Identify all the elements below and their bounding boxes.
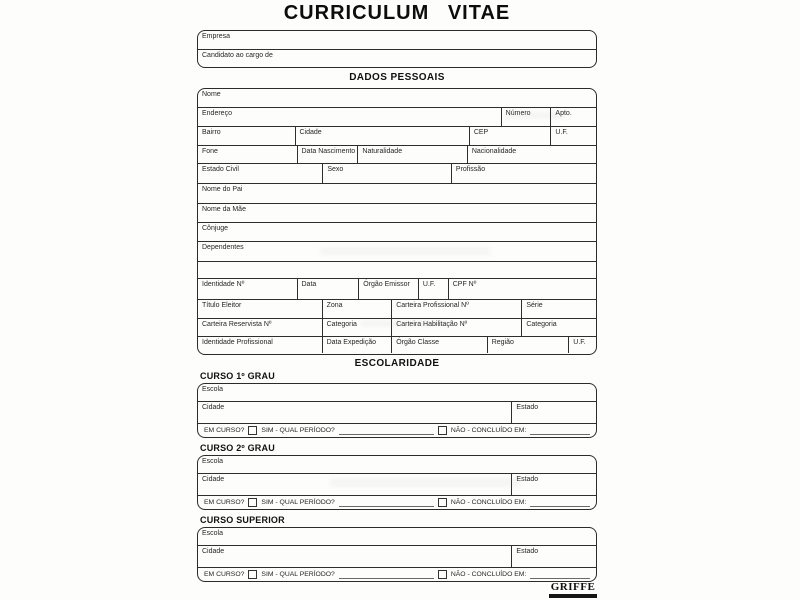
form-row-identidade-profissional bbox=[198, 336, 596, 353]
course-status-row bbox=[198, 424, 596, 437]
em-curso-label: EM CURSO? bbox=[204, 571, 245, 578]
field-label: Sexo bbox=[327, 166, 344, 173]
field-cidade-curso bbox=[198, 402, 512, 423]
field-naturalidade bbox=[358, 146, 467, 163]
checkbox-sim bbox=[248, 570, 257, 579]
field-label: CPF Nº bbox=[452, 281, 477, 288]
field-zona bbox=[323, 300, 393, 318]
brand-logo-bar bbox=[549, 594, 597, 598]
field-label: Estado bbox=[516, 548, 539, 555]
field-label: Carteira Habilitação Nº bbox=[396, 321, 468, 328]
em-curso-label: EM CURSO? bbox=[204, 499, 245, 506]
nao-label: NÃO - CONCLUÍDO EM: bbox=[450, 427, 527, 434]
field-label: Cidade bbox=[202, 548, 225, 555]
form-row-dependentes bbox=[198, 241, 596, 261]
fill-line bbox=[530, 434, 590, 435]
field-label: Apto. bbox=[555, 110, 572, 117]
checkbox-nao bbox=[438, 426, 447, 435]
field-empresa-cell bbox=[198, 31, 596, 49]
form-row-dependentes-continuation bbox=[198, 261, 596, 278]
course-1-grau-title: CURSO 1º GRAU bbox=[200, 371, 275, 381]
sim-label: SIM - QUAL PERÍODO? bbox=[261, 499, 335, 506]
checkbox-sim bbox=[248, 498, 257, 507]
field-label: Escola bbox=[202, 530, 224, 537]
fill-line bbox=[339, 578, 434, 579]
field-label: Nome bbox=[202, 91, 221, 98]
field-label: Data bbox=[301, 281, 317, 288]
field-carteira-reservista bbox=[198, 319, 323, 336]
field-label: Cidade bbox=[202, 404, 225, 411]
field-label: Identidade Nº bbox=[202, 281, 245, 288]
field-identidade-profissional bbox=[198, 337, 323, 353]
field-label: Profissão bbox=[455, 166, 486, 173]
field-label: Cônjuge bbox=[202, 225, 229, 232]
field-nome-do-pai bbox=[198, 184, 596, 203]
field-label: Escola bbox=[202, 458, 224, 465]
field-label: Carteira Reservista Nº bbox=[202, 321, 272, 328]
form-row-endereco bbox=[198, 107, 596, 126]
field-label: Identidade Profissional bbox=[202, 339, 273, 346]
field-nome-da-mae bbox=[198, 204, 596, 222]
form-row-fone bbox=[198, 145, 596, 163]
field-label: Dependentes bbox=[202, 244, 244, 251]
field-regiao bbox=[488, 337, 570, 353]
field-nome bbox=[198, 89, 596, 107]
field-nacionalidade bbox=[468, 146, 596, 163]
brand-logo-text: GRIFFE bbox=[550, 581, 596, 593]
field-estado-civil bbox=[198, 164, 323, 183]
form-row-nome bbox=[198, 89, 596, 107]
field-orgao-classe bbox=[392, 337, 488, 353]
field-label: Estado Civil bbox=[202, 166, 239, 173]
field-data-expedicao bbox=[323, 337, 393, 353]
field-label: CEP bbox=[473, 129, 489, 136]
form-row-conjuge bbox=[198, 222, 596, 241]
field-serie bbox=[522, 300, 596, 318]
field-label: Nome do Pai bbox=[202, 186, 243, 193]
field-numero bbox=[502, 108, 552, 126]
fill-line bbox=[339, 434, 434, 435]
course-2-grau-title: CURSO 2º GRAU bbox=[200, 443, 275, 453]
form-row-nome-do-pai bbox=[198, 183, 596, 203]
field-cidade-curso bbox=[198, 546, 512, 567]
field-label: Título Eleitor bbox=[202, 302, 242, 309]
field-uf-profissional bbox=[569, 337, 596, 353]
field-label: Estado bbox=[516, 476, 539, 483]
field-label: U.F. bbox=[555, 129, 568, 136]
checkbox-nao bbox=[438, 498, 447, 507]
field-label: Fone bbox=[202, 148, 218, 155]
nao-label: NÃO - CONCLUÍDO EM: bbox=[450, 571, 527, 578]
field-cpf bbox=[449, 279, 596, 299]
field-empresa bbox=[198, 31, 596, 49]
field-label: Série bbox=[526, 302, 543, 309]
fill-line bbox=[530, 506, 590, 507]
field-label: Órgão Classe bbox=[396, 339, 439, 346]
field-categoria-reservista bbox=[323, 319, 393, 336]
field-cep bbox=[470, 127, 552, 145]
field-conjuge bbox=[198, 223, 596, 241]
field-candidato-cargo bbox=[198, 49, 596, 67]
course-status-row bbox=[198, 496, 596, 509]
field-apto bbox=[551, 108, 596, 126]
field-label: U.F. bbox=[573, 339, 586, 346]
field-sexo bbox=[323, 164, 452, 183]
field-data bbox=[298, 279, 360, 299]
section-heading-escolaridade: ESCOLARIDADE bbox=[354, 358, 440, 369]
field-cidade-curso bbox=[198, 474, 512, 495]
field-carteira-profissional bbox=[392, 300, 522, 318]
field-label: Nome da Mãe bbox=[202, 206, 246, 213]
field-bairro bbox=[198, 127, 296, 145]
field-fone bbox=[198, 146, 298, 163]
course-superior-title: CURSO SUPERIOR bbox=[200, 515, 285, 525]
brand-logo bbox=[549, 582, 597, 598]
field-label: Carteira Profissional Nº bbox=[396, 302, 469, 309]
section-heading-dados-pessoais: DADOS PESSOAIS bbox=[349, 72, 445, 83]
field-label: Escola bbox=[202, 386, 224, 393]
field-label: Zona bbox=[326, 302, 343, 309]
course-city-row bbox=[198, 474, 596, 496]
field-uf bbox=[551, 127, 596, 145]
course-city-row bbox=[198, 402, 596, 424]
field-uf-identidade bbox=[419, 279, 449, 299]
form-row-estado-civil bbox=[198, 163, 596, 183]
field-label: Naturalidade bbox=[362, 148, 403, 155]
field-dependentes bbox=[198, 242, 596, 261]
fill-line bbox=[339, 506, 434, 507]
field-label: Estado bbox=[516, 404, 539, 411]
field-profissao bbox=[452, 164, 596, 183]
field-data-nascimento bbox=[298, 146, 359, 163]
course-1-grau-box bbox=[197, 383, 597, 438]
em-curso-label: EM CURSO? bbox=[204, 427, 245, 434]
field-label: U.F. bbox=[422, 281, 436, 288]
course-status-row bbox=[198, 568, 596, 581]
field-estado-curso bbox=[512, 546, 596, 567]
page-title: CURRICULUM VITAE bbox=[283, 2, 511, 24]
field-label-candidato: Candidato ao cargo de bbox=[202, 52, 273, 59]
form-row-titulo-eleitor bbox=[198, 299, 596, 318]
sim-label: SIM - QUAL PERÍODO? bbox=[261, 427, 335, 434]
field-endereco bbox=[198, 108, 502, 126]
field-label-empresa: Empresa bbox=[202, 33, 231, 40]
field-label: Região bbox=[491, 339, 514, 346]
field-label: Cidade bbox=[299, 129, 322, 136]
field-label: Data Expedição bbox=[326, 339, 376, 346]
field-label: Bairro bbox=[202, 129, 221, 136]
field-label: Data Nascimento bbox=[301, 148, 356, 155]
field-escola bbox=[198, 528, 596, 546]
course-2-grau-box bbox=[197, 455, 597, 510]
form-row-bairro bbox=[198, 126, 596, 145]
field-titulo-eleitor bbox=[198, 300, 323, 318]
field-escola bbox=[198, 384, 596, 402]
sim-label: SIM - QUAL PERÍODO? bbox=[261, 571, 335, 578]
field-identidade-numero bbox=[198, 279, 298, 299]
nao-label: NÃO - CONCLUÍDO EM: bbox=[450, 499, 527, 506]
field-label: Cidade bbox=[202, 476, 225, 483]
form-row-nome-da-mae bbox=[198, 203, 596, 222]
field-label: Endereço bbox=[202, 110, 232, 117]
field-orgao-emissor bbox=[359, 279, 419, 299]
course-city-row bbox=[198, 546, 596, 568]
field-candidato-cell bbox=[198, 50, 596, 67]
field-label: Órgão Emissor bbox=[363, 281, 410, 288]
field-dependentes-extra bbox=[198, 262, 596, 278]
field-label: Número bbox=[505, 110, 531, 117]
field-estado-curso bbox=[512, 402, 596, 423]
field-carteira-habilitacao bbox=[392, 319, 522, 336]
checkbox-nao bbox=[438, 570, 447, 579]
dados-pessoais-box bbox=[197, 88, 597, 355]
field-label: Categoria bbox=[526, 321, 557, 328]
field-label: Categoria bbox=[326, 321, 357, 328]
field-categoria-habilitacao bbox=[522, 319, 596, 336]
form-row-identidade bbox=[198, 278, 596, 299]
form-row-carteira-reservista bbox=[198, 318, 596, 336]
field-label: Nacionalidade bbox=[471, 148, 517, 155]
field-escola bbox=[198, 456, 596, 474]
header-box bbox=[197, 30, 597, 68]
field-estado-curso bbox=[512, 474, 596, 495]
field-cidade bbox=[296, 127, 470, 145]
fill-line bbox=[530, 578, 590, 579]
checkbox-sim bbox=[248, 426, 257, 435]
course-superior-box bbox=[197, 527, 597, 582]
